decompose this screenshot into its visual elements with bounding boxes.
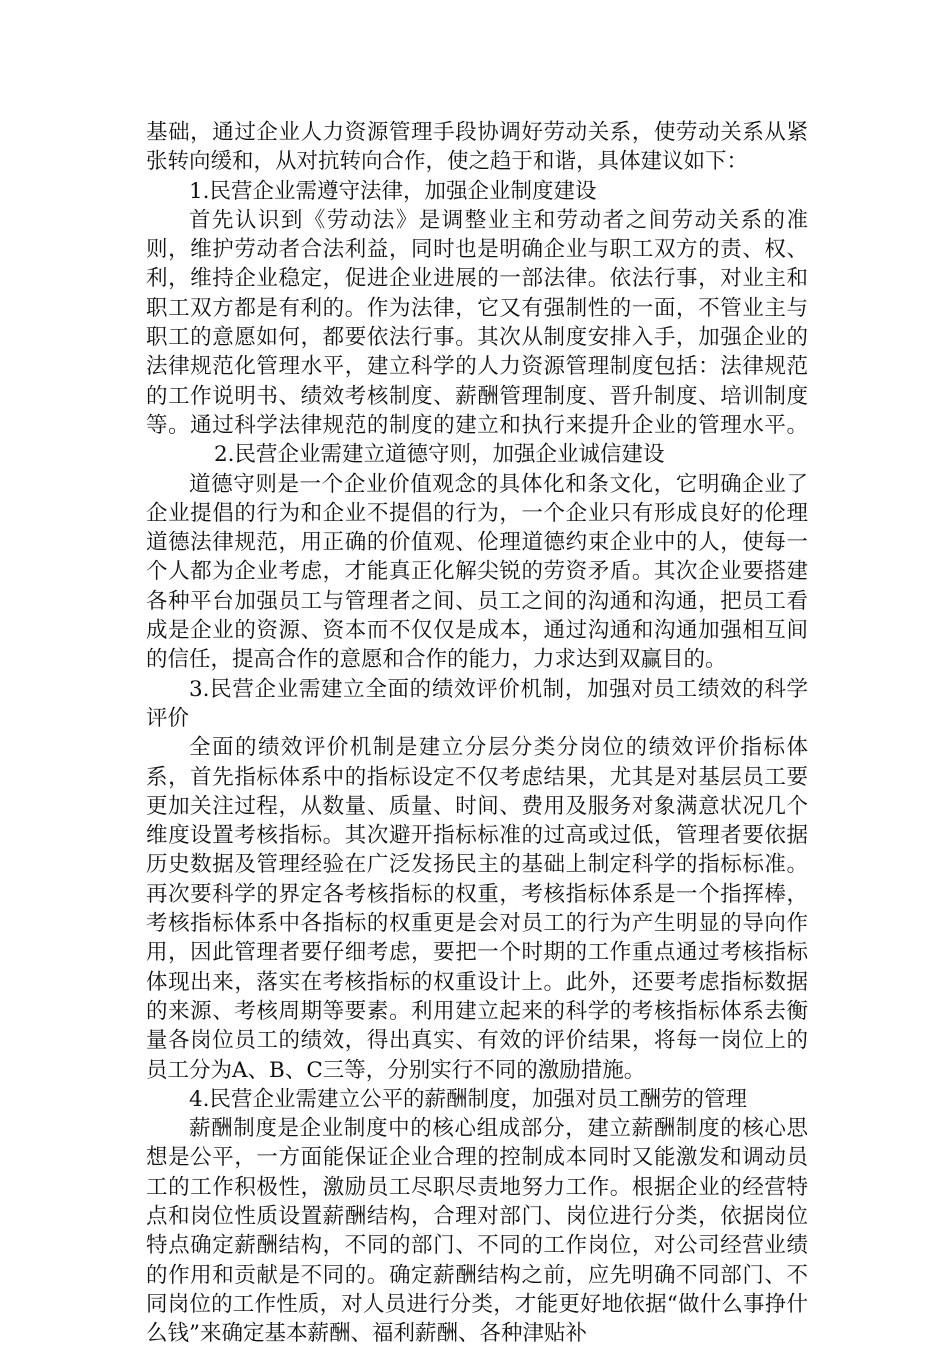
paragraph-4: 薪酬制度是企业制度中的核心组成部分，建立薪酬制度的核心思想是公平，一方面能保证企业合理的控制成本同时又能激发和调动员工的工作积极性，激励员工尽职尽责地努力工作。根据企业的经营特点和岗位性质设置薪酬结构，合理对部门、岗位进行分类，依据岗位特点确定薪酬结构，不同的部门、不同的工作岗位，对公司经营业绩的作用和贡献是不同的。确定薪酬结构之前，应先明确不同部门、不同岗位的工作性质，对人员进行分类，才能更好地依据“做什么事挣什么钱”来确定基本薪酬、福利薪酬、各种津贴补 <box>146 1116 808 1347</box>
paragraph-1 <box>146 206 808 470</box>
paragraph-1-text: 首先认识到《劳动法》是调整业主和劳动者之间劳动关系的准则，维护劳动者合法利益，同时也是明确企业与职工双方的责、权、利，维持企业稳定，促进企业进展的一部法律。依法行事，对业主和职工双方都是有利的。作为法律，它又有强制性的一面，不管业主与职工的意愿如何，都要依法行事。其次从制度安排入手，加强企业的法律规范化管理水平，建立科学的人力资源管理制度包括：法律规范的工作说明书、绩效考核制度、薪酬管理制度、晋升制度、培训制度等。通过科学法律规范的制度的建立和执行来提升企业的管理水平。 <box>146 207 808 438</box>
section-heading-4: 4.民营企业需建立公平的薪酬制度，加强对员工酬劳的管理 <box>189 1086 748 1112</box>
section-heading-3: 3.民营企业需建立全面的绩效评价机制，加强对员工绩效的科学评价 <box>146 676 808 731</box>
paragraph-2: 道德守则是一个企业价值观念的具体化和条文化，它明确企业了企业提倡的行为和企业不提倡的行为，一个企业只有形成良好的伦理道德法律规范，用正确的价值观、伦理道德约束企业中的人，使每一个人都为企业考虑，才能真正化解尖锐的劳资矛盾。其次企业要搭建各种平台加强员工与管理者之间、员工之间的沟通和沟通，把员工看成是企业的资源、资本而不仅仅是成本，通过沟通和沟通加强相互间的信任，提高合作的意愿和合作的能力，力求达到双赢目的。 <box>146 471 808 673</box>
document-body <box>146 118 808 1348</box>
paragraph-intro-continuation: 基础，通过企业人力资源管理手段协调好劳动关系，使劳动关系从紧张转向缓和，从对抗转向合作，使之趋于和谐，具体建议如下： <box>146 120 808 175</box>
section-heading-2: 2.民营企业需建立道德守则，加强企业诚信建设 <box>214 442 665 468</box>
section-heading-1: 1.民营企业需遵守法律，加强企业制度建设 <box>189 178 597 204</box>
paragraph-3: 全面的绩效评价机制是建立分层分类分岗位的绩效评价指标体系，首先指标体系中的指标设定不仅考虑结果，尤其是对基层员工要更加关注过程，从数量、质量、时间、费用及服务对象满意状况几个维度设置考核指标。其次避开指标标准的过高或过低，管理者要依据历史数据及管理经验在广泛发扬民主的基础上制定科学的指标标准。再次要科学的界定各考核指标的权重，考核指标体系是一个指挥棒，考核指标体系中各指标的权重更是会对员工的行为产生明显的导向作用，因此管理者要仔细考虑，要把一个时期的工作重点通过考核指标体现出来，落实在考核指标的权重设计上。此外，还要考虑指标数据的来源、考核周期等要素。利用建立起来的科学的考核指标体系去衡量各岗位员工的绩效，得出真实、有效的评价结果，将每一岗位上的员工分为A、B、C三等，分别实行不同的激励措施。 <box>146 735 808 1083</box>
